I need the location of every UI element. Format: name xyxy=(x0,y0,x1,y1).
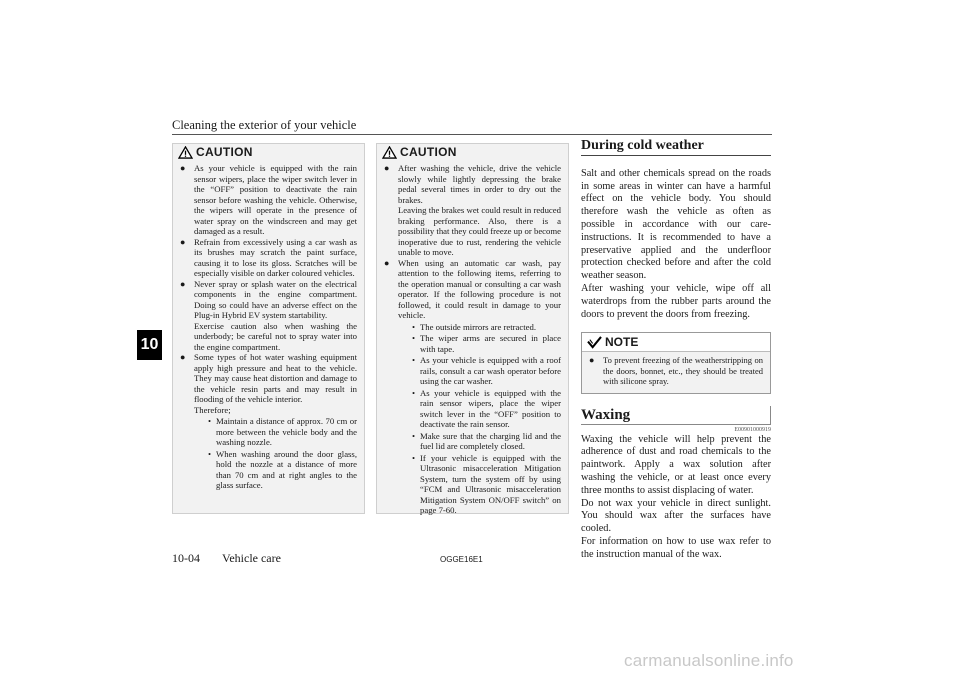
caution-panel-left xyxy=(172,143,365,514)
caution-item: ● Never spray or splash water on the electrical components in the engine compartment. Doing so could have an adverse effect on the Plug-in Hybrid EV system startability. Exercise caution also when washing the underbody; be careful not to spray water into the engine compartment. xyxy=(180,279,357,353)
footer-doc-code: OGGE16E1 xyxy=(440,555,483,564)
warning-triangle-icon xyxy=(178,146,193,159)
cold-weather-paragraph: After washing your vehicle, wipe off all waterdrops from the rubber parts around the doors to prevent the doors from freezing. xyxy=(581,282,771,320)
watermark: carmanualsonline.info xyxy=(624,651,794,670)
note-label: NOTE xyxy=(605,335,639,350)
cold-weather-paragraph: Salt and other chemicals spread on the roads in some areas in winter can have a harmful effect on the vehicle body. You should therefore wash the vehicle as often as possible in accordance with our care-instructions. It is recommended to have a preservative applied and the underfloor protection checked before and after the cold weather season. xyxy=(581,167,771,282)
caution-subitem: • When washing around the door glass, hold the nozzle at a distance of more than 70 cm and at right angles to the glass surface. xyxy=(194,449,357,491)
note-check-icon xyxy=(587,336,602,349)
right-column xyxy=(581,137,771,562)
caution-panel-middle xyxy=(376,143,569,514)
caution-label: CAUTION xyxy=(400,144,457,159)
caution-subitem: • Maintain a distance of approx. 70 cm or more between the vehicle body and the washing nozzle. xyxy=(194,416,357,448)
caution-item: ● Refrain from excessively using a car wash as its brushes may scratch the paint surface, causing it to lose its gloss. Scratches will be especially visible on darker coloured vehicles. xyxy=(180,237,357,279)
section-heading-waxing: Waxing xyxy=(581,406,771,425)
section-code: E00901000919 xyxy=(734,426,771,433)
waxing-paragraph: Do not wax your vehicle in direct sunlight. You should wax after the surfaces have cooled. xyxy=(581,497,771,535)
page-header-title: Cleaning the exterior of your vehicle xyxy=(172,118,357,132)
chapter-tab: 10 xyxy=(137,330,162,360)
caution-item: ● When using an automatic car wash, pay attention to the following items, referring to the operation manual or consulting a car wash operator. If the following procedure is not followed, it could result in damage to your vehicle. • The outside mirrors are retracted. • The wiper arms are secured in place with tape. • As your vehicle is equipped with a roof rails, consult a car wash operator before using the car washer. • As your vehicle is equipped with the rain sensor wipers, place the wiper switch lever in the “OFF” position to deactivate the rain sensor. • Make sure that the charging lid and the fuel lid are completely closed. • If your vehicle is equipped with the Ultrasonic misacceleration Mitigation System, turn the system off by using “FCM and Ultrasonic misacceleration Mitigation System ON/OFF switch” on page 7-60. xyxy=(384,258,561,516)
caution-subitem: • As your vehicle is equipped with a roof rails, consult a car wash operator before using the car washer. xyxy=(398,355,561,387)
warning-triangle-icon xyxy=(382,146,397,159)
waxing-paragraph: Waxing the vehicle will help prevent the adherence of dust and road chemicals to the paintwork. Apply a wax solution after washing the vehicle, or at least once every three months to assist displacing of water. xyxy=(581,433,771,496)
footer-page-number: 10-04 xyxy=(172,551,200,565)
caution-item: ● After washing the vehicle, drive the vehicle slowly while lightly depressing the brake pedal several times in order to dry out the brakes. Leaving the brakes wet could result in reduced braking performance. Also, there is a possibility that they could freeze up or become inoperative due to rust, rendering the vehicle unable to move. xyxy=(384,163,561,258)
section-heading-cold-weather: During cold weather xyxy=(581,137,771,156)
caution-item: ● Some types of hot water washing equipment apply high pressure and heat to the vehicle. They may cause heat distortion and damage to the vehicle resin parts and may result in flooding of the vehicle interior. Therefore; • Maintain a distance of approx. 70 cm or more between the vehicle body and the washing nozzle. • When washing around the door glass, hold the nozzle at a distance of more than 70 cm and at right angles to the glass surface. xyxy=(180,352,357,491)
caution-label: CAUTION xyxy=(196,144,253,159)
caution-subitem: • As your vehicle is equipped with the rain sensor wipers, place the wiper switch lever in the “OFF” position to deactivate the rain sensor. xyxy=(398,388,561,430)
note-box xyxy=(581,332,771,394)
caution-subitem: • The wiper arms are secured in place with tape. xyxy=(398,333,561,354)
caution-header xyxy=(377,144,568,160)
note-header xyxy=(582,333,770,352)
caution-subitem: • The outside mirrors are retracted. xyxy=(398,322,561,333)
waxing-paragraph: For information on how to use wax refer to the instruction manual of the wax. xyxy=(581,536,771,560)
caution-subitem: • Make sure that the charging lid and the fuel lid are completely closed. xyxy=(398,431,561,452)
caution-header xyxy=(173,144,364,160)
caution-subitem: • If your vehicle is equipped with the Ultrasonic misacceleration Mitigation System, turn the system off by using “FCM and Ultrasonic misacceleration Mitigation System ON/OFF switch” on page 7-60. xyxy=(398,453,561,516)
note-item: ● To prevent freezing of the weatherstripping on the doors, bonnet, etc., they should be treated with silicone spray. xyxy=(589,355,763,387)
footer-section-name: Vehicle care xyxy=(222,551,281,565)
header-rule xyxy=(172,134,772,135)
caution-item: ● As your vehicle is equipped with the rain sensor wipers, place the wiper switch lever in the “OFF” position to deactivate the rain sensor before washing the vehicle. Otherwise, the wipers will operate in the presence of water spray on the windscreen and may get damaged as a result. xyxy=(180,163,357,237)
